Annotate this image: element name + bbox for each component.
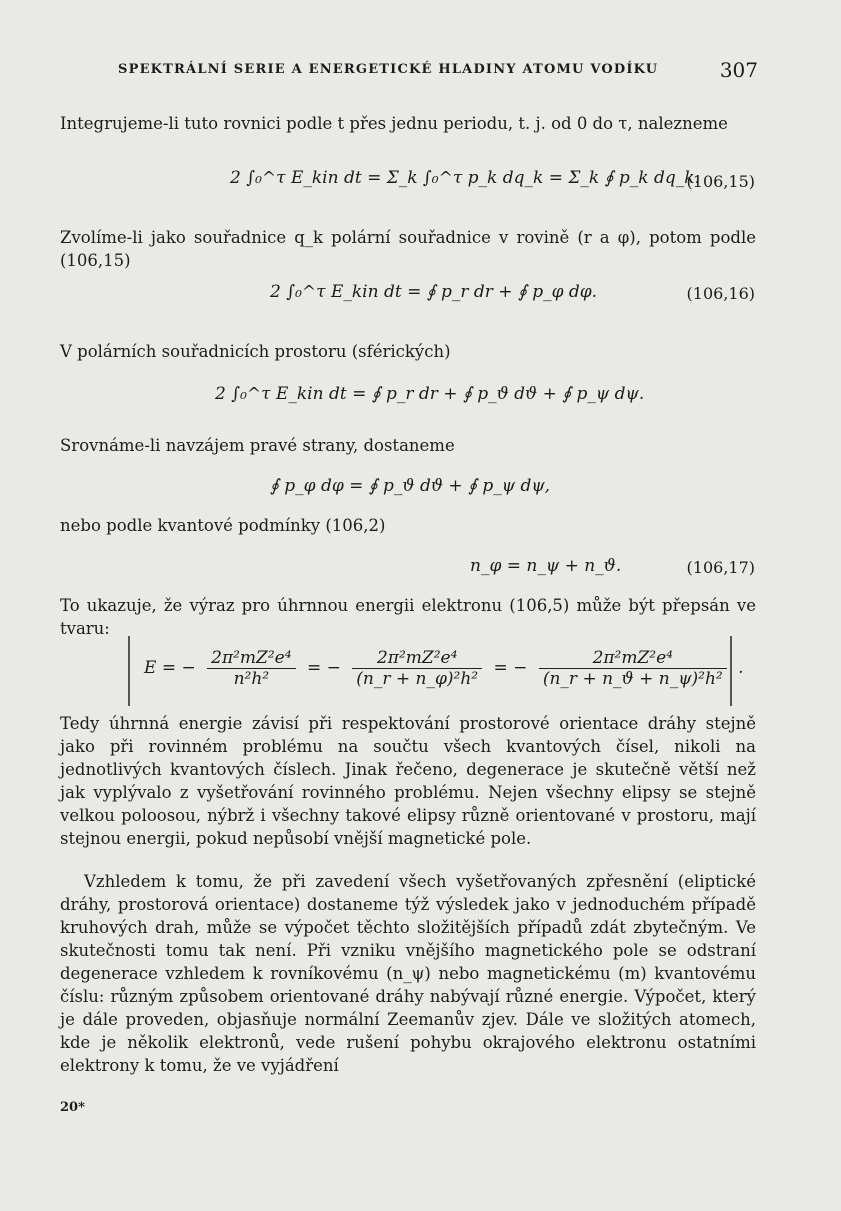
equation-number-106-17: (106,17)	[686, 558, 755, 577]
paragraph-4: Srovnáme-li navzájem pravé strany, dostaneme	[60, 436, 455, 455]
page-number: 307	[719, 58, 758, 82]
signature-mark: 20*	[60, 1100, 85, 1115]
equation-spherical: 2 ∫₀^τ E_kin dt = ∮ p_r dr + ∮ p_ϑ dϑ + ∮ p_ψ dψ.	[215, 384, 645, 404]
paragraph-8: Vzhledem k tomu, že při zavedení všech vyšetřovaných zpřesnění (eliptické dráhy, prostorová orientace) dostaneme týž výsledek jako v jednoduchém případě kruhových drah, může se výpočet těchto složitějších případů zdát zbytečným. Ve skutečnosti tomu tak není. Při vzniku vnějšího magnetického pole se odstraní degenerace vzhledem k rovníkovému (n_ψ) nebo magnetickému (m) kvantovému číslu: různým způsobem orientované dráhy nabývají různé energie. Výpočet, který je dále proveden, objasňuje normální Zeemanův zjev. Dále ve složitých atomech, kde je několik elektronů, vede rušení pohybu okrajového elektronu ostatními elektrony k tomu, že ve vyjádření	[60, 872, 756, 1075]
fraction-2	[352, 648, 482, 689]
equation-number-106-16: (106,16)	[686, 284, 755, 303]
equation-106-17: n_φ = n_ψ + n_ϑ.	[470, 556, 622, 576]
paragraph-1: Integrujeme-li tuto rovnici podle t přes jednu periodu, t. j. od 0 do τ, nalezneme	[60, 114, 728, 133]
fraction-3	[539, 648, 727, 689]
energy-formula	[144, 648, 744, 689]
formula-end: .	[738, 658, 744, 678]
fraction-1	[207, 648, 295, 689]
paragraph-7: Tedy úhrnná energie závisí při respektování prostorové orientace dráhy stejně jako při rovinném problému na součtu všech kvantových čísel, nikoli na jednotlivých kvantových číslech. Jinak řečeno, degenerace je skutečně větší než jak vyplývalo z vyšetřování rovinného problému. Nejen všechny elipsy se stejně velkou poloosou, nýbrž i všechny takové elipsy různě orientované v prostoru, mají stejnou energii, pokud nepůsobí vnější magnetické pole.	[60, 714, 756, 848]
formula-lhs: E = −	[144, 658, 196, 678]
fraction-3-numerator: 2π²mZ²e⁴	[539, 648, 727, 669]
running-title: SPEKTRÁLNÍ SERIE A ENERGETICKÉ HLADINY ATOMU VODÍKU	[118, 62, 659, 77]
fraction-1-numerator: 2π²mZ²e⁴	[207, 648, 295, 669]
energy-formula-box	[128, 636, 744, 706]
formula-equals-1: = −	[306, 658, 341, 678]
paragraph-6: To ukazuje, že výraz pro úhrnnou energii elektronu (106,5) může být přepsán ve tvaru:	[60, 596, 756, 638]
paragraph-2: Zvolíme-li jako souřadnice q_k polární souřadnice v rovině (r a φ), potom podle (106,15)	[60, 228, 756, 270]
equation-comparison: ∮ p_φ dφ = ∮ p_ϑ dϑ + ∮ p_ψ dψ,	[270, 476, 551, 496]
fraction-3-denominator: (n_r + n_ϑ + n_ψ)²h²	[542, 669, 723, 689]
paragraph-3: V polárních souřadnicích prostoru (sférických)	[60, 342, 451, 361]
paragraph-5: nebo podle kvantové podmínky (106,2)	[60, 516, 386, 535]
page-header	[118, 58, 758, 86]
fraction-2-denominator: (n_r + n_φ)²h²	[356, 669, 479, 689]
equation-106-16: 2 ∫₀^τ E_kin dt = ∮ p_r dr + ∮ p_φ dφ.	[270, 282, 598, 302]
fraction-2-numerator: 2π²mZ²e⁴	[352, 648, 482, 669]
fraction-1-denominator: n²h²	[233, 669, 270, 689]
formula-equals-2: = −	[493, 658, 528, 678]
equation-number-106-15: (106,15)	[686, 172, 755, 191]
equation-106-15: 2 ∫₀^τ E_kin dt = Σ_k ∫₀^τ p_k dq_k = Σ_k ∮ p_k dq_k.	[230, 168, 700, 188]
